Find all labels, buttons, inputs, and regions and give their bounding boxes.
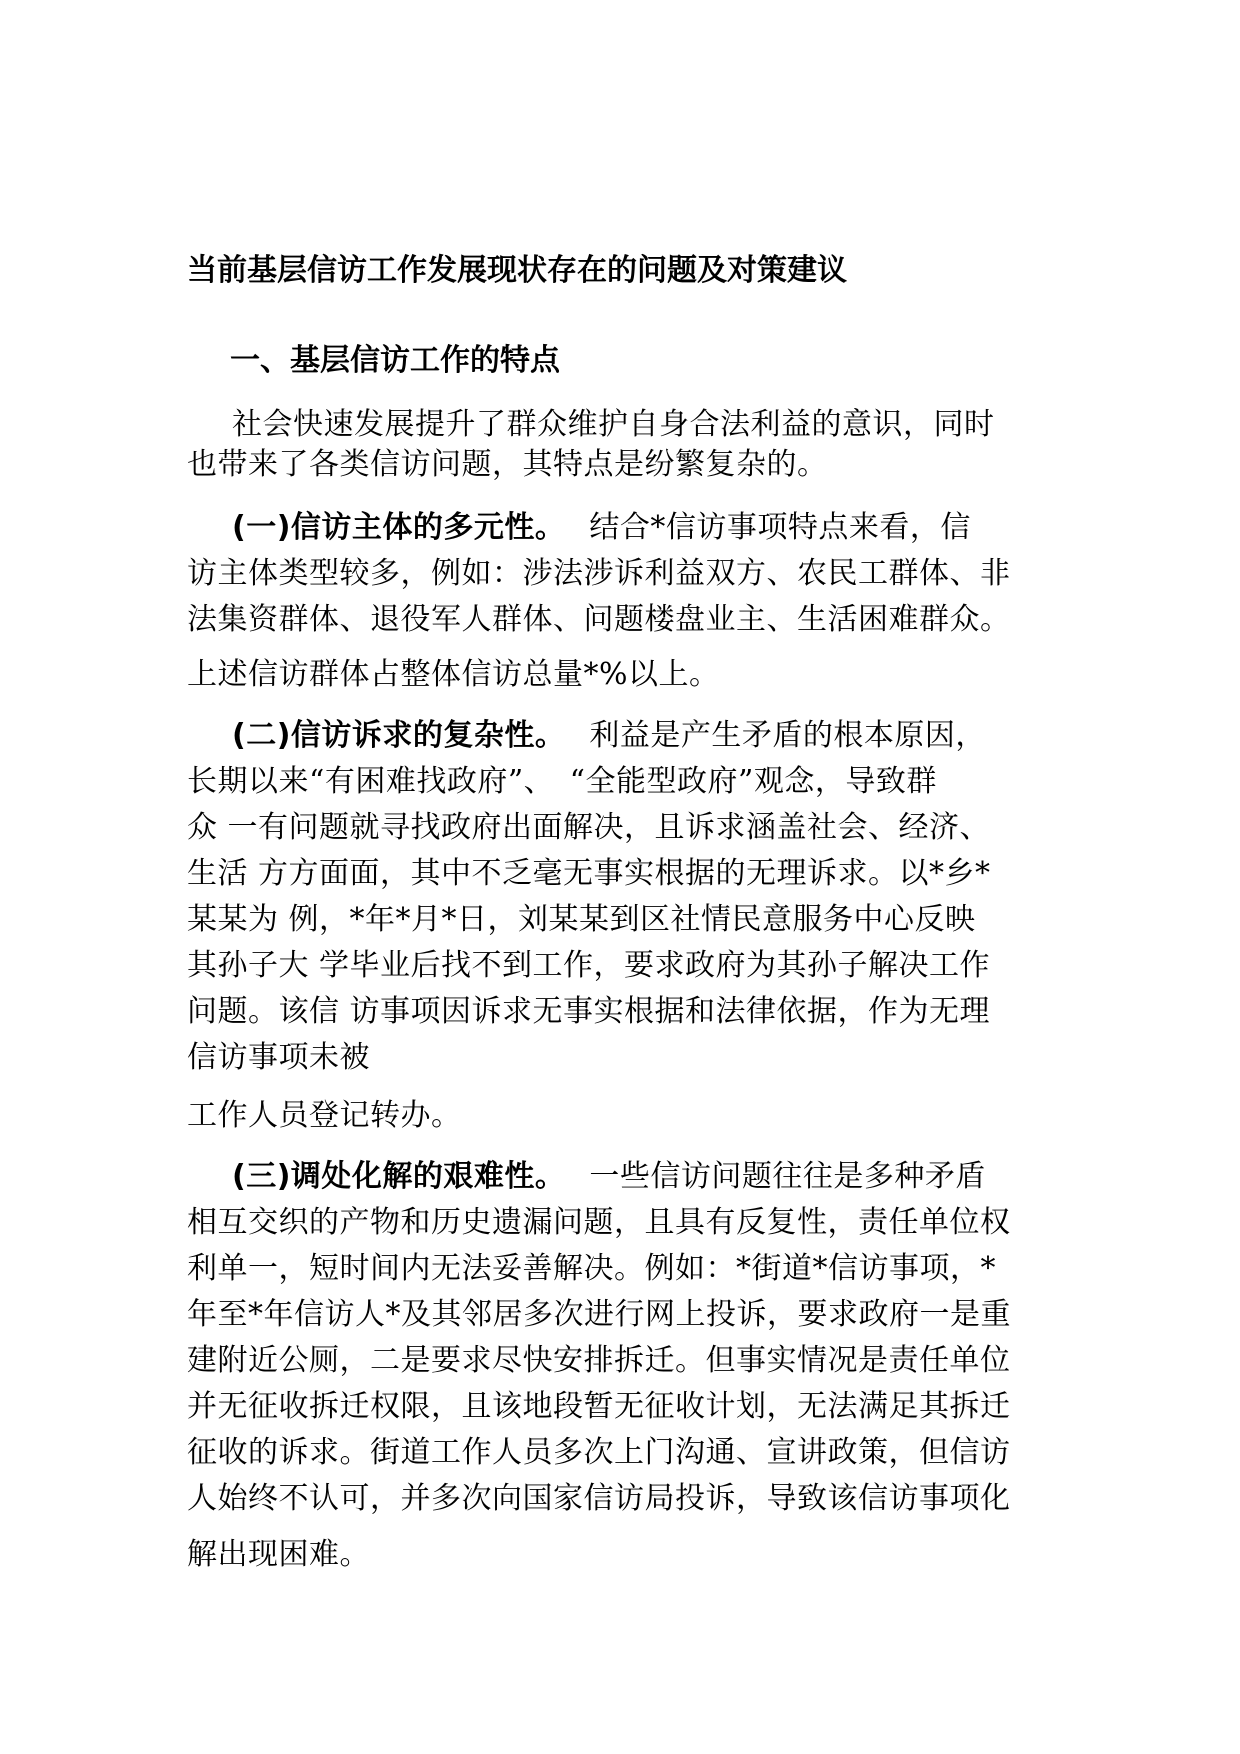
item3-line-3: 利单一，短时间内无法妥善解决。例如：*街道*信访事项，* xyxy=(187,1251,996,1286)
intro-line-1: 社会快速发展提升了群众维护自身合法利益的意识，同时 xyxy=(232,407,995,442)
item1-heading: (一)信访主体的多元性。 xyxy=(232,510,566,545)
item2-line-8: 信访事项未被 xyxy=(187,1040,370,1075)
section-heading-1: 一、基层信访工作的特点 xyxy=(230,343,560,378)
item1-line-3: 法集资群体、退役军人群体、问题楼盘业主、生活困难群众。 xyxy=(187,602,1011,637)
item1-first-line xyxy=(232,510,971,545)
item3-line-2: 相互交织的产物和历史遗漏问题，且具有反复性，责任单位权 xyxy=(187,1205,1011,1240)
item3-heading: (三)调处化解的艰难性。 xyxy=(232,1159,566,1194)
item2-line-7: 问题。该信 访事项因诉求无事实根据和法律依据，作为无理 xyxy=(187,994,991,1029)
item3-line-4: 年至*年信访人*及其邻居多次进行网上投诉，要求政府一是重 xyxy=(187,1297,1011,1332)
item2-line-9: 工作人员登记转办。 xyxy=(187,1098,462,1133)
item3-line-6: 并无征收拆迁权限，且该地段暂无征收计划，无法满足其拆迁 xyxy=(187,1389,1011,1424)
item3-line-1: 一些信访问题往往是多种矛盾 xyxy=(589,1159,986,1194)
item3-first-line xyxy=(232,1159,986,1194)
item2-line-4: 生活 方方面面，其中不乏毫无事实根据的无理诉求。以*乡* xyxy=(187,856,991,891)
item2-line-1: 利益是产生矛盾的根本原因， xyxy=(589,718,986,753)
item3-line-5: 建附近公厕，二是要求尽快安排拆迁。但事实情况是责任单位 xyxy=(187,1343,1011,1378)
item3-line-9: 解出现困难。 xyxy=(187,1537,370,1572)
document-title: 当前基层信访工作发展现状存在的问题及对策建议 xyxy=(187,253,847,288)
item2-line-5: 某某为 例，*年*月*日，刘某某到区社情民意服务中心反映 xyxy=(187,902,976,937)
item1-line-1: 结合*信访事项特点来看，信 xyxy=(589,510,971,545)
intro-line-2: 也带来了各类信访问题，其特点是纷繁复杂的。 xyxy=(187,447,828,482)
item1-line-4: 上述信访群体占整体信访总量*%以上。 xyxy=(187,657,720,692)
item2-line-3: 众 一有问题就寻找政府出面解决，且诉求涵盖社会、经济、 xyxy=(187,810,991,845)
item2-first-line xyxy=(232,718,986,753)
item3-line-7: 征收的诉求。街道工作人员多次上门沟通、宣讲政策，但信访 xyxy=(187,1435,1011,1470)
item2-line-2: 长期以来“有困难找政府”、 “全能型政府”观念，导致群 xyxy=(187,764,937,799)
item1-line-2: 访主体类型较多，例如：涉法涉诉利益双方、农民工群体、非 xyxy=(187,556,1011,591)
item3-line-8: 人始终不认可，并多次向国家信访局投诉，导致该信访事项化 xyxy=(187,1481,1011,1516)
item2-line-6: 其孙子大 学毕业后找不到工作，要求政府为其孙子解决工作 xyxy=(187,948,991,983)
item2-heading: (二)信访诉求的复杂性。 xyxy=(232,718,566,753)
